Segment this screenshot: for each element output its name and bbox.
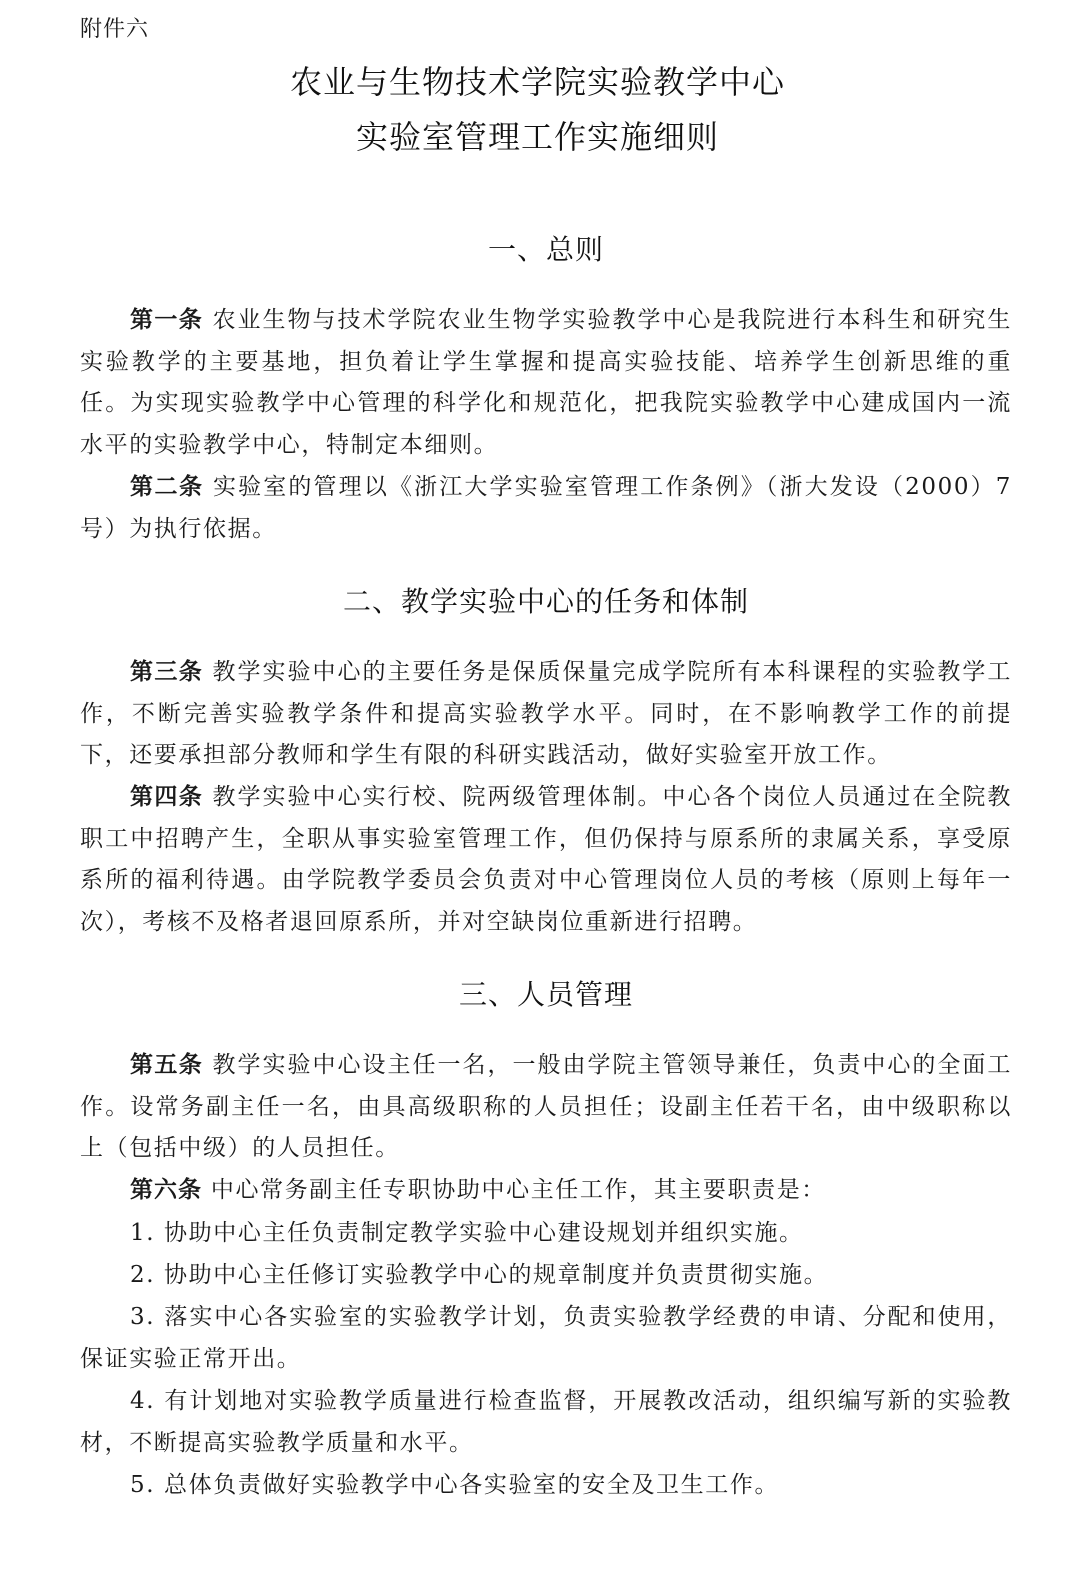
article-3 — [80, 652, 1012, 777]
article-6 — [80, 1170, 1012, 1212]
article-2 — [80, 467, 1012, 550]
duty-list-item: 5. 总体负责做好实验教学中心各实验室的安全及卫生工作。 — [130, 1472, 780, 1498]
article-label: 第三条 — [130, 659, 204, 685]
duty-list-item: 2. 协助中心主任修订实验教学中心的规章制度并负责贯彻实施。 — [130, 1262, 829, 1288]
duty-list-item: 4. 有计划地对实验教学质量进行检查监督，开展教改活动，组织编写新的实验教材，不断提高实验教学质量和水平。 — [80, 1388, 1012, 1456]
attachment-label: 附件六 — [80, 17, 150, 42]
article-label: 第六条 — [130, 1177, 202, 1203]
article-label: 第二条 — [130, 474, 204, 500]
article-text: 教学实验中心的主要任务是保质保量完成学院所有本科课程的实验教学工作，不断完善实验教学条件和提高实验教学水平。同时，在不影响教学工作的前提下，还要承担部分教师和学生有限的科研实践活动，做好实验室开放工作。 — [80, 659, 1012, 768]
article-text: 教学实验中心实行校、院两级管理体制。中心各个岗位人员通过在全院教职工中招聘产生，全职从事实验室管理工作，但仍保持与原系所的隶属关系，享受原系所的福利待遇。由学院教学委员会负责对中心管理岗位人员的考核（原则上每年一次），考核不及格者退回原系所，并对空缺岗位重新进行招聘。 — [80, 784, 1012, 935]
article-text: 教学实验中心设主任一名，一般由学院主管领导兼任，负责中心的全面工作。设常务副主任一名，由具高级职称的人员担任；设副主任若干名，由中级职称以上（包括中级）的人员担任。 — [80, 1052, 1012, 1161]
article-text: 中心常务副主任专职协助中心主任工作，其主要职责是： — [202, 1177, 826, 1203]
section-heading-tasks: 二、教学实验中心的任务和体制 — [342, 585, 749, 618]
article-label: 第一条 — [130, 307, 204, 333]
article-text: 农业生物与技术学院农业生物学实验教学中心是我院进行本科生和研究生实验教学的主要基地，担负着让学生掌握和提高实验技能、培养学生创新思维的重任。为实现实验教学中心管理的科学化和规范化，把我院实验教学中心建成国内一流水平的实验教学中心，特制定本细则。 — [80, 307, 1012, 458]
article-1 — [80, 300, 1012, 466]
document-title-line2: 实验室管理工作实施细则 — [355, 118, 719, 156]
article-text: 实验室的管理以《浙江大学实验室管理工作条例》（浙大发设（2000）7号）为执行依据。 — [80, 474, 1012, 542]
article-5 — [80, 1045, 1012, 1170]
article-label: 第四条 — [130, 784, 204, 810]
duty-list-item: 3. 落实中心各实验室的实验教学计划，负责实验教学经费的申请、分配和使用，保证实验正常开出。 — [80, 1304, 1012, 1372]
duty-list-item: 1. 协助中心主任负责制定教学实验中心建设规划并组织实施。 — [130, 1220, 804, 1246]
article-label: 第五条 — [130, 1052, 204, 1078]
article-4 — [80, 777, 1012, 943]
section-heading-personnel: 三、人员管理 — [458, 978, 633, 1011]
section-heading-general: 一、总则 — [487, 233, 604, 266]
document-title-line1: 农业与生物技术学院实验教学中心 — [289, 63, 785, 101]
